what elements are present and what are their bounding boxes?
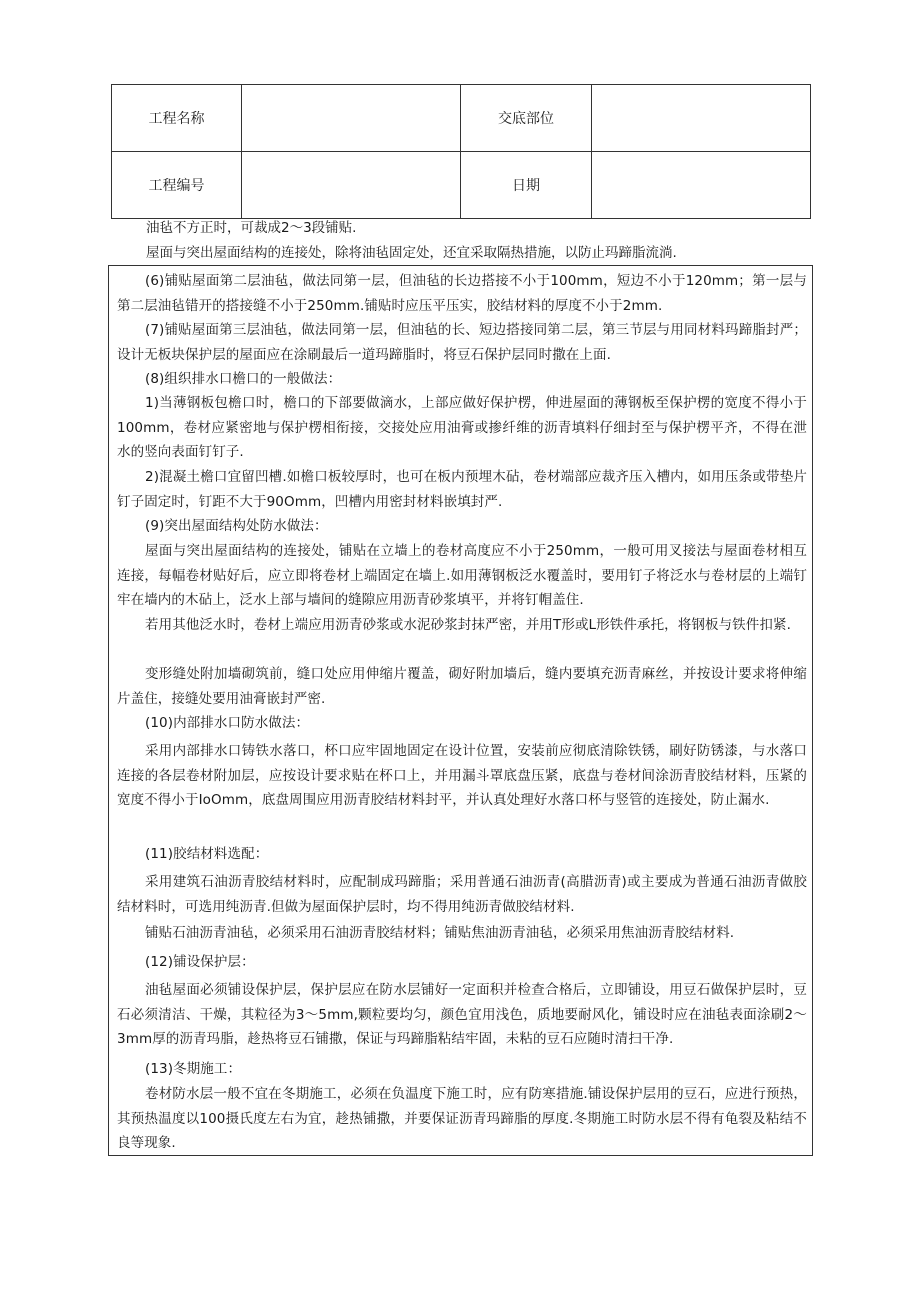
pre-line: 屋面与突出屋面结构的连接处，除将油毡固定处，还宜采取隔热措施，以防止玛蹄脂流淌. [146,245,677,261]
project-number-label: 工程编号 [112,152,242,219]
handover-part-label: 交底部位 [461,85,592,152]
paragraph: (9)突出屋面结构处防水做法： [145,518,328,534]
paragraph: (10)内部排水口防水做法： [145,715,310,731]
header-table [111,84,811,219]
handover-part-value [592,85,811,152]
date-label: 日期 [461,152,592,219]
paragraph: 若用其他泛水时，卷材上端应用沥青砂浆或水泥砂浆封抹严密，并用T形或L形铁件承托，将钢板与铁件扣紧. [145,617,791,633]
date-value [592,152,811,219]
paragraph: 屋面与突出屋面结构的连接处，铺贴在立墙上的卷材高度应不小于250mm，一般可用叉接法与屋面卷材相互连接，每幅卷材贴好后，应立即将卷材上端固定在墙上.如用薄钢板泛水覆盖时，要用钉子将泛水与卷材层的上端钉牢在墙内的木砧上，泛水上部与墙间的缝隙应用沥青砂浆填平，并将钉帽盖住. [117,543,807,608]
header-row [112,152,811,219]
content-box [108,265,813,1156]
project-number-value [242,152,461,219]
paragraph: (7)铺贴屋面第三层油毡，做法同第一层，但油毡的长、短边搭接同第二层，第三节层与用同材料玛蹄脂封严；设计无板块保护层的屋面应在涂刷最后一道玛蹄脂时，将豆石保护层同时撒在上面. [117,322,807,363]
paragraph: (12)铺设保护层： [145,954,255,970]
project-name-value [242,85,461,152]
paragraph: 卷材防水层一般不宜在冬期施工，必须在负温度下施工时，应有防寒措施.铺设保护层用的豆石，应进行预热，其预热温度以100摄氏度左右为宜，趁热铺撒，并要保证沥青玛蹄脂的厚度.冬期施工时防水层不得有龟裂及粘结不良等现象. [117,1086,807,1151]
paragraph: (6)铺贴屋面第二层油毡，做法同第一层，但油毡的长边搭接不小于100mm，短边不小于120mm；第一层与第二层油毡错开的搭接缝不小于250mm.铺贴时应压平压实，胶结材料的厚度不小于2mm. [117,273,807,314]
project-name-label: 工程名称 [112,85,242,152]
paragraph: 采用建筑石油沥青胶结材料时，应配制成玛蹄脂；采用普通石油沥青(高腊沥青)或主要成为普通石油沥青做胶结材料时，可选用纯沥青.但做为屋面保护层时，均不得用纯沥青做胶结材料. [117,874,807,915]
paragraph: 2)混凝土檐口宜留凹槽.如檐口板较厚时，也可在板内预埋木砧，卷材端部应裁齐压入槽内，如用压条或带垫片钉子固定时，钉距不大于90Omm，凹槽内用密封材料嵌填封严. [117,469,807,510]
paragraph: 铺贴石油沥青油毡，必须采用石油沥青胶结材料；铺贴焦油沥青油毡，必须采用焦油沥青胶结材料. [145,925,735,941]
paragraph: 油毡屋面必须铺设保护层，保护层应在防水层铺好一定面积并检查合格后，立即铺设，用豆石做保护层时，豆石必须清洁、干燥，其粒径为3～5mm,颗粒要均匀，颜色宜用浅色，质地要耐风化，铺设时应在油毡表面涂刷2～3mm厚的沥青玛脂，趁热将豆石铺撒，保证与玛蹄脂粘结牢固，未粘的豆石应随时清扫干净. [117,982,807,1047]
paragraph: (11)胶结材料选配： [145,846,269,862]
header-row [112,85,811,152]
paragraph: 变形缝处附加墙砌筑前，缝口处应用伸缩片覆盖，砌好附加墙后，缝内要填充沥青麻丝，并按设计要求将伸缩片盖住，接缝处要用油膏嵌封严密. [117,666,807,707]
paragraph: 1)当薄钢板包檐口时，檐口的下部要做滴水，上部应做好保护楞，伸进屋面的薄钢板至保护楞的宽度不得小于100mm，卷材应紧密地与保护楞相衔接，交接处应用油膏或掺纤维的沥青填料仔细封至与保护楞平齐，不得在泄水的竖向表面钉钉子. [117,395,807,460]
pre-line: 油毡不方正时，可裁成2～3段铺贴. [146,220,357,236]
paragraph: (8)组织排水口檐口的一般做法： [145,371,342,387]
paragraph: (13)冬期施工： [145,1061,242,1077]
paragraph: 采用内部排水口铸铁水落口，杯口应牢固地固定在设计位置，安装前应彻底清除铁锈，刷好防锈漆，与水落口连接的各层卷材附加层，应按设计要求贴在杯口上，并用漏斗罩底盘压紧，底盘与卷材间涂沥青胶结材料，压紧的宽度不得小于IoOmm，底盘周围应用沥青胶结材料封平，并认真处理好水落口杯与竖管的连接处，防止漏水. [117,743,807,808]
